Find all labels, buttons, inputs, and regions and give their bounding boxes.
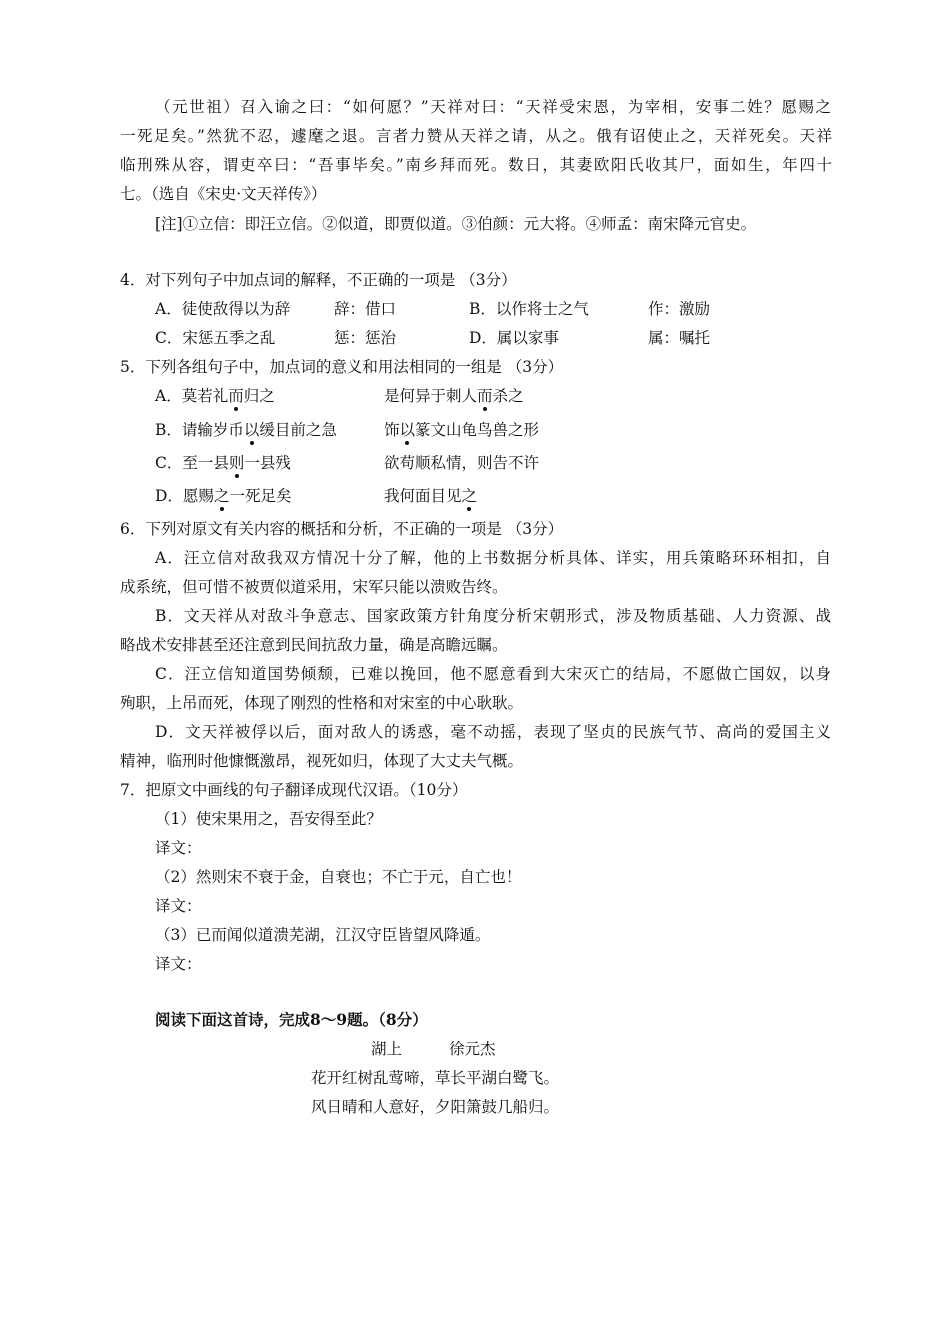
dotted-word: 而 [228, 387, 244, 405]
q6-option-b-cont: 略战术安排甚至还注意到民间抗敌力量，确是高瞻远瞩。 [120, 636, 508, 654]
q7-sentence-2: （2）然则宋不衰于金，自衰也；不亡于元，自亡也！ [155, 868, 522, 886]
question-6-stem: 6．下列对原文有关内容的概括和分析，不正确的一项是 （3分） [120, 520, 564, 538]
question-4-stem: 4．对下列句子中加点词的解释，不正确的一项是 （3分） [120, 271, 517, 289]
q6-option-c-cont: 殉职，上吊而死，体现了刚烈的性格和对宋室的中心耿耿。 [120, 694, 524, 712]
passage-line: 一死足矣。”然犹不忍，遽麾之退。言者力赞从天祥之请，从之。俄有诏使止之，天祥死矣。天祥 [120, 127, 832, 145]
q5-option-c-sentence-2: 欲苟顺私情，则告不许 [384, 454, 540, 472]
text-segment: 是何异于刺人 [384, 387, 478, 405]
q5-option-a-sentence-2 [384, 386, 524, 406]
dotted-word: 以 [399, 421, 416, 439]
q6-option-c: C．汪立信知道国势倾颓，已难以挽回，他不愿意看到大宋灭亡的结局，不愿做亡国奴，以身 [155, 665, 831, 683]
q4-option-a-explanation: 辞：借口 [334, 300, 397, 318]
q5-option-d-sentence-2 [384, 486, 477, 506]
q4-option-d: D．属以家事 [469, 329, 559, 347]
q4-option-d-explanation: 属：嘱托 [648, 329, 711, 347]
text-segment: D．愿赐 [155, 487, 214, 505]
text-segment: 缓目前之急 [259, 421, 337, 439]
question-7-stem: 7．把原文中画线的句子翻译成现代汉语。（10分） [120, 781, 468, 799]
text-segment: 我何面目见 [384, 487, 462, 505]
text-segment: 归之 [243, 387, 275, 405]
poem-title: 湖上 [371, 1040, 403, 1058]
dotted-word: 之 [213, 487, 230, 505]
poem-line: 风日晴和人意好，夕阳箫鼓几船归。 [310, 1098, 559, 1116]
q4-option-c: C．宋惩五季之乱 [155, 329, 276, 347]
text-segment: 篆文山龟鸟兽之形 [415, 421, 540, 439]
question-5-stem: 5．下列各组句子中，加点词的意义和用法相同的一组是 （3分） [120, 358, 564, 376]
q5-option-d-sentence-1 [155, 486, 291, 506]
text-segment: 一死足矣 [229, 487, 292, 505]
q7-sentence-3: （3）已而闻似道溃芜湖，江汉守臣皆望风降遁。 [155, 926, 491, 944]
text-segment: 一县残 [244, 454, 291, 472]
q4-option-a: A．徒使敌得以为辞 [155, 300, 291, 318]
text-segment: B．请输岁币 [155, 421, 244, 439]
q6-option-d: D．文天祥被俘以后，面对敌人的诱惑，毫不动摇，表现了坚贞的民族气节、高尚的爱国主义 [155, 723, 831, 741]
q4-option-b: B．以作将士之气 [469, 300, 589, 318]
q6-option-d-cont: 精神，临刑时他慷慨激昂，视死如归，体现了大丈夫气概。 [120, 752, 524, 770]
q7-sentence-1: （1）使宋果用之，吾安得至此？ [155, 810, 382, 828]
passage-line: 临刑殊从容，谓吏卒曰：“吾事毕矣。”南乡拜而死。数日，其妻欧阳氏收其尸，面如生，年四十 [120, 156, 832, 174]
poem-author: 徐元杰 [449, 1040, 496, 1058]
passage-line: （元世祖）召入谕之曰：“如何愿？”天祥对曰：“天祥受宋恩，为宰相，安事二姓？愿赐之 [155, 98, 831, 116]
dotted-word: 而 [477, 387, 493, 405]
q5-option-b-sentence-2 [384, 420, 539, 440]
q5-option-c-sentence-1 [155, 453, 291, 473]
dotted-word: 则 [228, 454, 245, 472]
q6-option-a: A．汪立信对敌我双方情况十分了解，他的上书数据分析具体、详实，用兵策略环环相扣，自 [155, 549, 831, 567]
q7-answer-label: 译文： [155, 897, 202, 915]
passage-line: 七。（选自《宋史·文天祥传》） [120, 185, 327, 203]
dotted-word: 以 [243, 421, 260, 439]
q4-option-c-explanation: 惩：惩治 [334, 329, 397, 347]
q6-option-b: B．文天祥从对敌斗争意志、国家政策方针角度分析宋朝形式，涉及物质基础、人力资源、战 [155, 607, 831, 625]
text-segment: C．至一县 [155, 454, 229, 472]
dotted-word: 之 [461, 487, 478, 505]
q7-answer-label: 译文： [155, 839, 202, 857]
q7-answer-label: 译文： [155, 955, 202, 973]
q4-option-b-explanation: 作：激励 [648, 300, 711, 318]
passage-note: [注]①立信：即汪立信。②似道，即贾似道。③伯颜：元大将。④师孟：南宋降元官史。 [155, 215, 757, 233]
text-segment: 杀之 [492, 387, 524, 405]
text-segment: 饰 [384, 421, 400, 439]
q5-option-a-sentence-1 [155, 386, 275, 406]
text-segment: A．莫若礼 [155, 387, 229, 405]
q5-option-b-sentence-1 [155, 420, 337, 440]
poem-line: 花开红树乱莺啼，草长平湖白鹭飞。 [310, 1069, 559, 1087]
poem-section-heading: 阅读下面这首诗，完成8～9题。（8分） [155, 1010, 428, 1029]
q6-option-a-cont: 成系统，但可惜不被贾似道采用，宋军只能以溃败告终。 [120, 578, 508, 596]
